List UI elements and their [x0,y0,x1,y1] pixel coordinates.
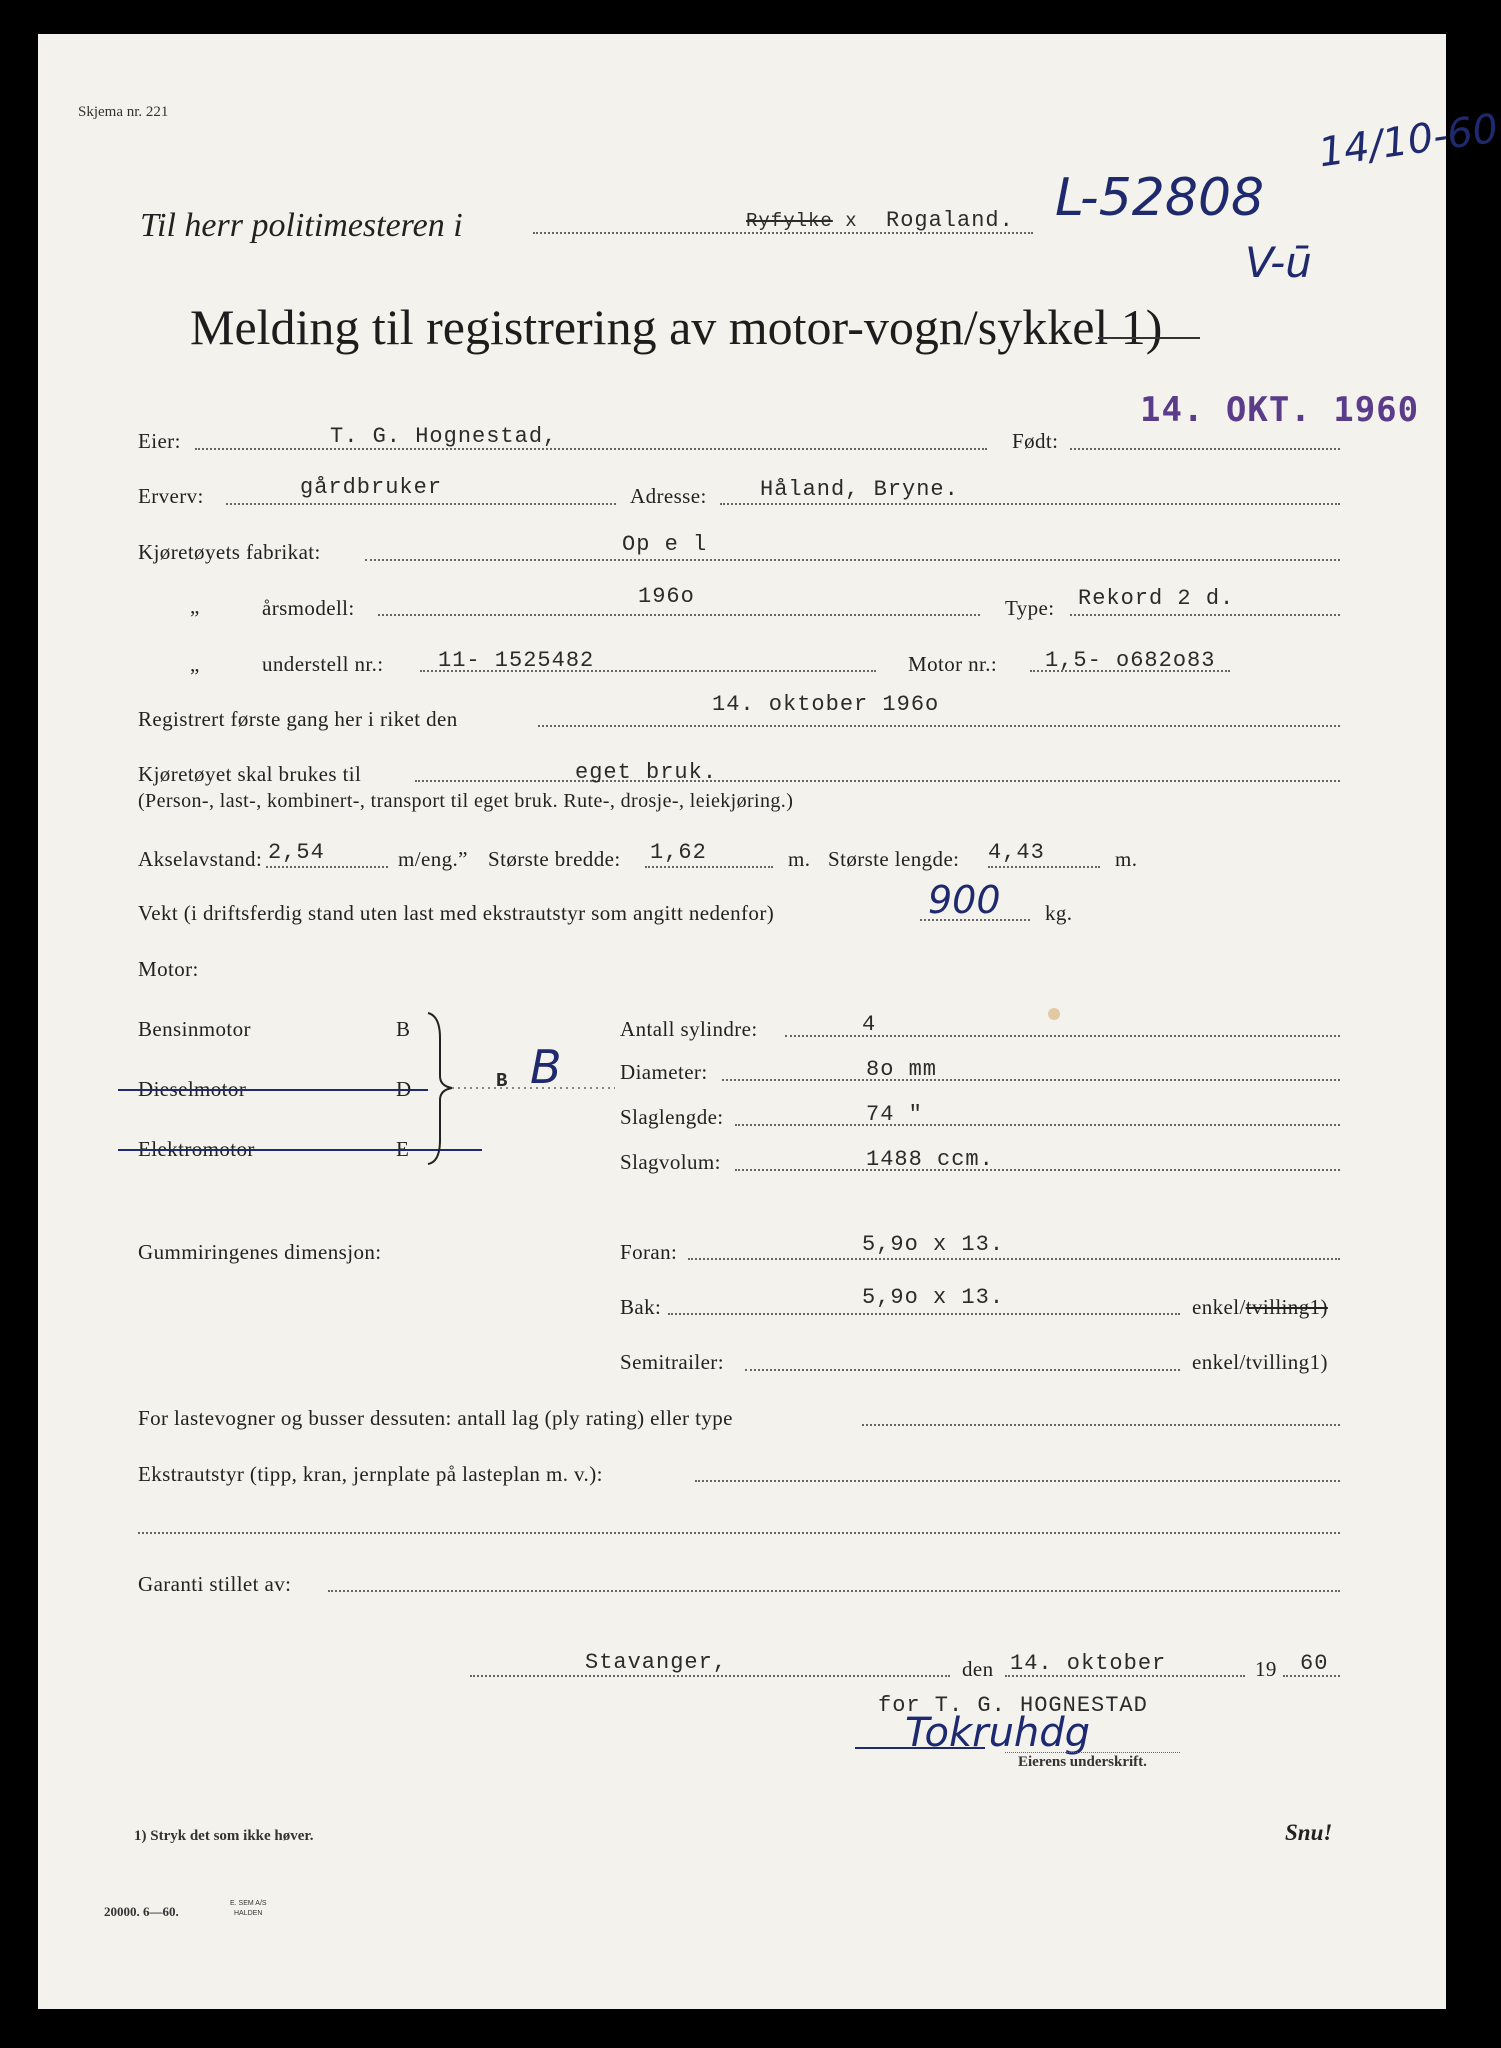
semi-suffix: enkel/tvilling1) [1192,1350,1328,1374]
garanti-label: Garanti stillet av: [138,1572,292,1596]
foran-value: 5,9o x 13. [862,1232,1005,1257]
registrert-label: Registrert første gang her i riket den [138,707,458,731]
fabrikat-value: Op e l [622,532,708,557]
vekt-value: 900 [928,878,1001,922]
form-title: Melding til registrering av motor-vogn/sykkel 1) [190,299,1163,355]
lastevogner-label: For lastevogner og busser dessuten: antall lag (ply rating) eller type [138,1406,733,1430]
eier-dotline [195,448,987,450]
sign-for-line: for T. G. HOGNESTAD [878,1693,1148,1718]
signature-dotline [1005,1752,1180,1753]
ekstrautstyr-dotline [695,1480,1340,1482]
eier-label: Eier: [138,429,181,453]
semi-label: Semitrailer: [620,1350,724,1374]
brukes-value: eget bruk. [575,760,718,785]
fodt-dotline [1070,448,1340,450]
eier-value: T. G. Hognestad, [330,424,558,449]
place-dotline [470,1675,950,1677]
sign-place: Stavanger, [585,1650,728,1675]
sign-den-label: den [962,1657,994,1681]
sylindre-value: 4 [862,1012,877,1037]
arsmodell-dotline [378,614,980,616]
aksel-unit: m/eng.” [398,847,468,871]
bredde-unit: m. [788,847,811,871]
signature-flourish [855,1747,985,1749]
motor-selected-hand: B [530,1040,562,1094]
motor-type-bensin: Bensinmotor [138,1017,251,1041]
bak-value: 5,9o x 13. [862,1285,1005,1310]
printer-name-2: HALDEN [234,1910,263,1917]
adresse-label: Adresse: [630,484,707,508]
foran-label: Foran: [620,1240,678,1264]
erverv-value: gårdbruker [300,475,443,500]
registrert-dotline [538,725,1340,727]
adresse-dotline [720,503,1340,505]
handwritten-date: 14/10-60 [1315,105,1501,177]
aksel-label: Akselavstand: [138,847,263,871]
lengde-dotline [988,866,1100,868]
owner-signature: Tokruhdg [905,1710,1091,1756]
salutation: Til herr politimesteren i [140,207,463,244]
lengde-label: Største lengde: [828,847,960,871]
sylindre-label: Antall sylindre: [620,1017,758,1041]
motor-nr-value: 1,5- o682o83 [1045,648,1216,673]
sign-date: 14. oktober [1010,1651,1167,1676]
motor-heading: Motor: [138,957,199,981]
bak-dotline [668,1313,1180,1315]
fabrikat-label: Kjøretøyets fabrikat: [138,540,321,564]
type-value: Rekord 2 d. [1078,586,1235,611]
type-dotline [1070,614,1340,616]
sign-year-suffix: 60 [1300,1651,1329,1676]
arsmodell-value: 196o [638,584,695,609]
fabrikat-dotline [365,559,1340,561]
motor-code-d: D [396,1077,412,1101]
footnote: 1) Stryk det som ikke høver. [134,1828,314,1844]
lastevogner-dotline [862,1424,1340,1426]
bak-label: Bak: [620,1295,662,1319]
brukes-dotline [415,780,1340,782]
erverv-dotline [226,503,616,505]
motor-brace [400,1008,620,1168]
diesel-strike [118,1089,428,1091]
brukes-note: (Person-, last-, kombinert-, transport til eget bruk. Rute-, drosje-, leiekjøring.) [138,790,794,812]
bredde-label: Største bredde: [488,847,621,871]
garanti-dotline [328,1590,1340,1592]
diameter-label: Diameter: [620,1060,708,1084]
diameter-dotline [722,1079,1340,1081]
handwritten-ref: L-52808 [1055,168,1265,228]
signature-caption: Eierens underskrift. [1018,1754,1147,1770]
aksel-value: 2,54 [268,840,325,865]
motor-selected-typed: B [496,1070,509,1092]
slagvolum-dotline [735,1169,1340,1171]
understell-value: 11- 1525482 [438,648,595,673]
lengde-unit: m. [1115,847,1138,871]
foran-dotline [688,1258,1340,1260]
snu-note: Snu! [1285,1820,1333,1845]
fodt-label: Født: [1012,429,1059,453]
motor-code-b: B [396,1017,411,1041]
registrert-value: 14. oktober 196o [712,692,940,717]
bredde-dotline [645,866,773,868]
understell-label: understell nr.: [262,652,384,676]
aksel-dotline [266,866,388,868]
arsmodell-label: årsmodell: [262,596,355,620]
district-struck: Ryfylke x [746,210,858,232]
diameter-value: 8o mm [866,1057,938,1082]
printer-code: 20000. 6—60. [104,1904,179,1919]
vekt-label: Vekt (i driftsferdig stand uten last med ekstrautstyr som angitt nedenfor) [138,901,775,925]
vekt-unit: kg. [1045,901,1073,925]
semi-dotline [745,1369,1180,1371]
slaglengde-value: 74 " [866,1102,923,1127]
handwritten-initials: V-ū [1245,238,1312,287]
slagvolum-value: 1488 ccm. [866,1147,994,1172]
quote-mark-2: „ [190,652,200,676]
motor-type-diesel: Dieselmotor [138,1077,247,1101]
lengde-value: 4,43 [988,840,1045,865]
bredde-value: 1,62 [650,840,707,865]
form-id: Skjema nr. 221 [78,104,169,120]
slaglengde-dotline [735,1124,1340,1126]
brukes-label: Kjøretøyet skal brukes til [138,762,362,786]
slagvolum-label: Slagvolum: [620,1150,721,1174]
ekstrautstyr-label: Ekstrautstyr (tipp, kran, jernplate på lasteplan m. v.): [138,1462,603,1486]
sign-year-prefix: 19 [1255,1657,1277,1681]
slaglengde-label: Slaglengde: [620,1105,724,1129]
printer-name-1: E. SEM A/S [230,1900,267,1907]
title-strike [1098,337,1200,339]
bak-suffix: enkel/tvilling1) [1192,1295,1328,1319]
ekstrautstyr-dotline-2 [138,1532,1340,1534]
paper-spot [1048,1008,1060,1020]
district-typed: Rogaland. [886,208,1014,233]
erverv-label: Erverv: [138,484,204,508]
date-stamp: 14. OKT. 1960 [1140,390,1420,430]
tyres-heading: Gummiringenes dimensjon: [138,1240,382,1264]
motor-code-e: E [396,1137,410,1161]
adresse-value: Håland, Bryne. [760,477,959,502]
motor-type-elektro: Elektromotor [138,1137,255,1161]
quote-mark: „ [190,594,200,618]
motor-nr-label: Motor nr.: [908,652,998,676]
type-label: Type: [1005,596,1055,620]
